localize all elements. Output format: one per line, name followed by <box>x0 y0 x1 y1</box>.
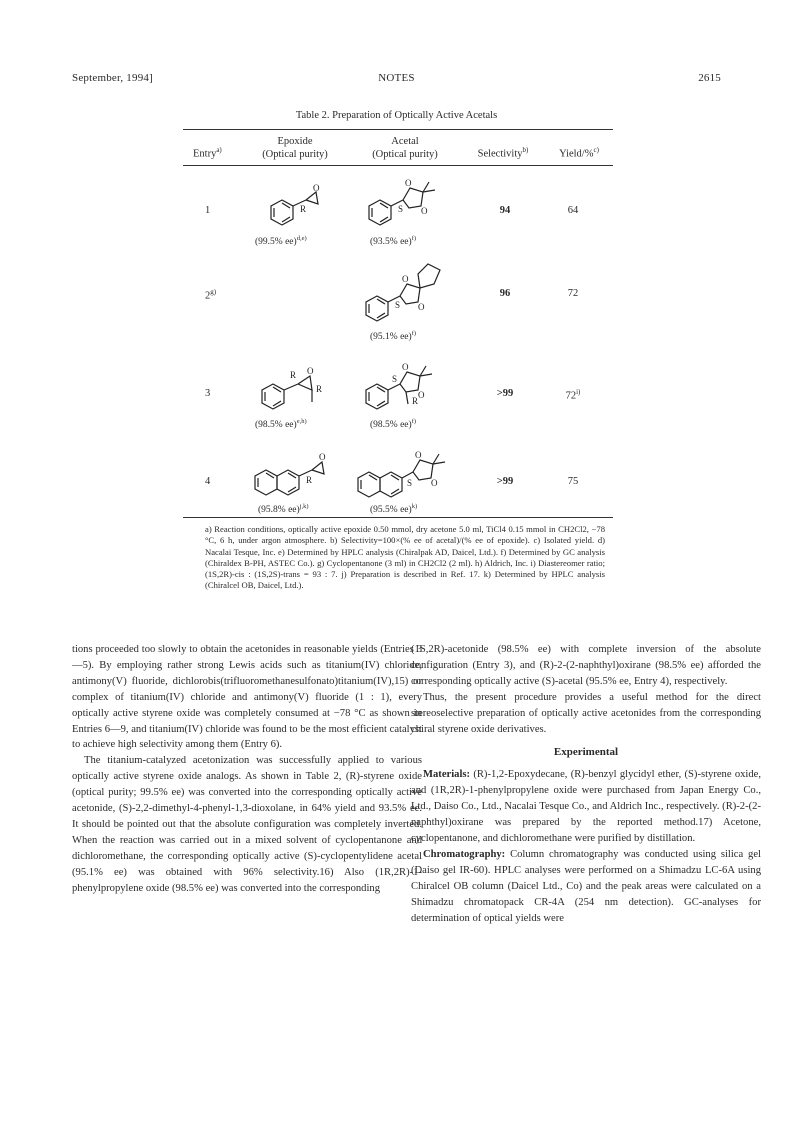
col-header-yield: Yield/%$^{c)}$ <box>559 146 599 160</box>
left-paragraph-2: The titanium-catalyzed acetonization was successfully applied to various optically active styrene oxide analogs. As shown in Table 2, (R)-styrene oxide (optical purity; 99.5% ee) was converted into the corresponding optically active acetonide, (S)-2,2-dimethyl-4-phenyl-1,3-dioxolane, in 64% yield and 93.5% ee. It should be pointed out that the absolute configuration was completely inverted. When the reaction was carried out in a mixed solvent of cyclopentanone and dichloromethane, the corresponding optically active (S)-cyclopentylidene acetal (95.1% ee) was obtained with 96% selectivity.16) Also (1R,2R)-1-phenylpropylene oxide (98.5% ee) was converted into the corresponding <box>72 755 422 894</box>
row3-selectivity: >99 <box>496 388 514 399</box>
svg-text:O: O <box>307 366 314 376</box>
row1-selectivity: 94 <box>499 205 511 216</box>
running-header-section: NOTES <box>378 72 415 84</box>
svg-text:R: R <box>300 204 307 214</box>
table-caption: Table 2. Preparation of Optically Active Acetals <box>295 110 498 121</box>
col-header-entry: Entry$^{a)}$ <box>193 146 222 160</box>
svg-text:S: S <box>407 478 413 488</box>
svg-text:O: O <box>418 302 425 312</box>
row4-yield: 75 <box>567 476 579 487</box>
row1-acetal-ee: (93.5% ee)$^{f)}$ <box>370 235 417 248</box>
chromatography-paragraph: Chromatography: Column chromatography was conducted using silica gel (Daiso gel IR-60). HPLC analyses were performed on a Shimadzu LC-6A using Chiralcel OB column (Daicel Ltd., Co) and the peak areas were calculated on a Shimadzu chromatopack CR-4A (254 nm detection). GC-analyses for determination of optical yields were <box>411 848 761 924</box>
row2-acetal-ee: (95.1% ee)$^{f)}$ <box>370 330 417 343</box>
row4-epoxide-ee: (95.8% ee)$^{j,k)}$ <box>258 503 309 516</box>
materials-paragraph: Materials: (R)-1,2-Epoxydecane, (R)-benzyl glycidyl ether, (S)-styrene oxide, and (1R,2R)-1-phenylpropylene oxide were purchased from Japan Energy Co., Ltd., Daiso Co., Ltd., Nacalai Tesque Co., and Aldrich Inc., respectively. (R)-2-(2-naphthyl)oxirane was prepared by the reported method.17) Acetone, cyclopentanone, and dichloromethane were purified by distillation. <box>411 769 761 844</box>
svg-text:O: O <box>415 450 422 460</box>
row4-acetal-structure <box>355 446 465 502</box>
row1-yield: 64 <box>567 205 579 216</box>
running-header-date: September, 1994] <box>72 72 153 84</box>
row4-entry: 4 <box>205 476 211 487</box>
right-paragraph-1: (1S,2R)-acetonide (98.5% ee) with complete inversion of the absolute configuration (Entry 3), and (R)-2-(2-naphthyl)oxirane (98.5% ee) afforded the corresponding optically active (S)-acetal (95.5% ee, Entry 4), respectively. <box>411 644 761 687</box>
right-paragraph-2: Thus, the present procedure provides a useful method for the direct stereoselective preparation of optically active acetonides from the corresponding chiral styrene oxide derivatives. <box>411 691 761 735</box>
svg-text:R: R <box>412 396 419 406</box>
experimental-heading: Experimental <box>553 746 619 759</box>
svg-text:R: R <box>306 475 313 485</box>
table-header-rule <box>183 165 613 166</box>
left-paragraph-1: tions proceeded too slowly to obtain the acetonides in reasonable yields (Entries 3—5). By employing rather strong Lewis acids such as titanium(IV) chloride, antimony(V) fluoride, dichlorobis(trifluoromethanesulfonato)titanium(IV),15) or complex of titanium(IV) chloride and antimony(V) fluoride (1 : 1), every optically active styrene oxide was completely consumed at −78 °C as shown in Entries 6—9, and titanium(IV) chloride was found to be the most efficient catalyst to achieve high selectivity among them (Entry 6). <box>72 644 422 751</box>
col-header-acetal: Acetal (Optical purity) <box>372 136 438 160</box>
svg-text:S: S <box>398 204 404 214</box>
svg-text:O: O <box>431 478 438 488</box>
row4-selectivity: >99 <box>496 476 514 487</box>
row4-acetal-ee: (95.5% ee)$^{k)}$ <box>370 503 418 516</box>
row2-selectivity: 96 <box>499 288 511 299</box>
table-bottom-rule <box>183 517 613 518</box>
table-footnote: a) Reaction conditions, optically active epoxide 0.50 mmol, dry acetone 5.0 ml, TiCl4 0.15 mmol in CH2Cl2, −78 °C, 6 h, under argon atmosphere. b) Selectivity=100×(% ee of acetal)/(% ee of epoxide). c) Isolated yield. d) Nacalai Tesque, Inc. e) Determined by HPLC analysis (Chiralpak AD, Daicel, Ltd.). f) Determined by GC analysis (Chiraldex B-PH, ASTEC Co.). g) Cyclopentanone (3 ml) in CH2Cl2 (2 ml). h) Aldrich, Inc. i) Diastereomer ratio; (1S,2R)-cis : (1S,2S)-trans = 93 : 7. j) Preparation is described in Ref. 17. k) Determined by HPLC analysis (Chiralcel OB, Daicel, Ltd.). <box>205 524 605 591</box>
table-top-rule <box>183 129 613 130</box>
svg-text:O: O <box>402 274 409 284</box>
right-column <box>411 642 761 926</box>
row1-entry: 1 <box>205 205 211 216</box>
row3-epoxide-ee: (98.5% ee)$^{e,h)}$ <box>255 418 307 431</box>
row4-epoxide-structure <box>252 450 352 500</box>
row3-acetal-structure <box>362 354 442 416</box>
row1-epoxide-ee: (99.5% ee)$^{d,e)}$ <box>255 235 307 248</box>
row3-acetal-ee: (98.5% ee)$^{f)}$ <box>370 418 417 431</box>
svg-text:O: O <box>405 178 412 188</box>
row2-entry: 2$^{g)}$ <box>205 288 217 302</box>
row1-epoxide-structure <box>262 182 332 232</box>
svg-text:S: S <box>395 300 401 310</box>
row3-epoxide-structure <box>258 364 338 414</box>
svg-text:O: O <box>313 183 320 193</box>
svg-text:R: R <box>316 384 323 394</box>
svg-text:O: O <box>402 362 409 372</box>
col-header-selectivity: Selectivity$^{b)}$ <box>477 146 529 160</box>
row1-acetal-structure <box>365 172 445 234</box>
svg-text:R: R <box>290 370 297 380</box>
svg-text:O: O <box>421 206 428 216</box>
left-column <box>72 642 422 897</box>
row2-yield: 72 <box>567 288 579 299</box>
row3-yield: 72$^{i)}$ <box>565 388 581 402</box>
row2-acetal-structure <box>362 256 452 328</box>
page-number: 2615 <box>698 72 721 84</box>
svg-text:O: O <box>319 452 326 462</box>
col-header-epoxide: Epoxide (Optical purity) <box>262 136 328 160</box>
svg-text:O: O <box>418 390 425 400</box>
row3-entry: 3 <box>205 388 211 399</box>
svg-text:S: S <box>392 374 398 384</box>
